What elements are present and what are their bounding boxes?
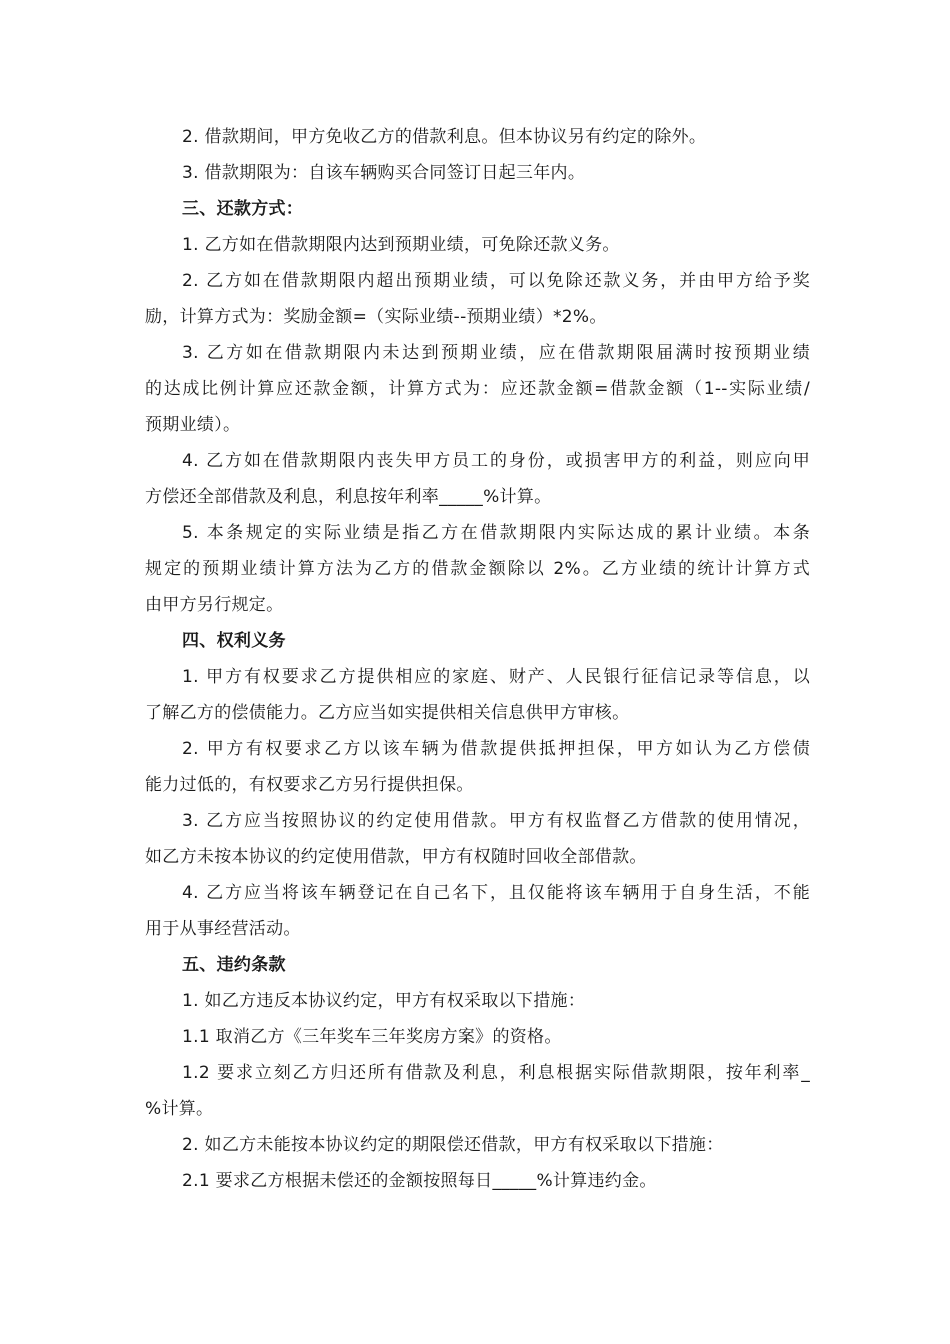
paragraph-line: 如乙方未按本协议的约定使用借款，甲方有权随时回收全部借款。 (145, 847, 647, 867)
paragraph-line: 1. 甲方有权要求乙方提供相应的家庭、财产、人民银行征信记录等信息，以 (182, 667, 810, 687)
section-heading: 三、还款方式： (182, 199, 304, 219)
document-body (145, 119, 810, 1199)
paragraph-line: 用于从事经营活动。 (145, 919, 301, 939)
paragraph-line: 1.1 取消乙方《三年奖车三年奖房方案》的资格。 (182, 1027, 562, 1047)
paragraph-line: 2. 甲方有权要求乙方以该车辆为借款提供抵押担保，甲方如认为乙方偿债 (182, 739, 810, 759)
paragraph-line: %计算。 (145, 1099, 214, 1119)
paragraph-line: 由甲方另行规定。 (145, 595, 284, 615)
paragraph-line: 的达成比例计算应还款金额，计算方式为：应还款金额=借款金额（1--实际业绩/ (145, 379, 810, 399)
paragraph-line: 2.1 要求乙方根据未偿还的金额按照每日_____%计算违约金。 (182, 1171, 657, 1191)
paragraph-line: 1. 乙方如在借款期限内达到预期业绩，可免除还款义务。 (182, 235, 620, 255)
paragraph-line: 方偿还全部借款及利息，利息按年利率_____%计算。 (145, 487, 552, 507)
paragraph-line: 规定的预期业绩计算方法为乙方的借款金额除以 2%。乙方业绩的统计计算方式 (145, 559, 810, 579)
paragraph-line: 2. 借款期间，甲方免收乙方的借款利息。但本协议另有约定的除外。 (182, 127, 707, 147)
paragraph-line: 4. 乙方如在借款期限内丧失甲方员工的身份，或损害甲方的利益，则应向甲 (182, 451, 810, 471)
paragraph-line: 1.2 要求立刻乙方归还所有借款及利息，利息根据实际借款期限，按年利率_ (182, 1063, 810, 1083)
paragraph-line: 3. 乙方如在借款期限内未达到预期业绩，应在借款期限届满时按预期业绩 (182, 343, 810, 363)
paragraph-line: 1. 如乙方违反本协议约定，甲方有权采取以下措施： (182, 991, 586, 1011)
paragraph-line: 3. 借款期限为：自该车辆购买合同签订日起三年内。 (182, 163, 586, 183)
paragraph-line: 了解乙方的偿债能力。乙方应当如实提供相关信息供甲方审核。 (145, 703, 630, 723)
paragraph-line: 3. 乙方应当按照协议的约定使用借款。甲方有权监督乙方借款的使用情况， (182, 811, 810, 831)
paragraph-line: 5. 本条规定的实际业绩是指乙方在借款期限内实际达成的累计业绩。本条 (182, 523, 810, 543)
section-heading: 五、违约条款 (182, 955, 286, 975)
paragraph-line: 预期业绩）。 (145, 415, 241, 435)
paragraph-line: 2. 乙方如在借款期限内超出预期业绩，可以免除还款义务，并由甲方给予奖 (182, 271, 810, 291)
section-heading: 四、权利义务 (182, 631, 286, 651)
paragraph-line: 能力过低的，有权要求乙方另行提供担保。 (145, 775, 474, 795)
paragraph-line: 4. 乙方应当将该车辆登记在自己名下，且仅能将该车辆用于自身生活，不能 (182, 883, 810, 903)
paragraph-line: 2. 如乙方未能按本协议约定的期限偿还借款，甲方有权采取以下措施： (182, 1135, 724, 1155)
paragraph-line: 励，计算方式为：奖励金额=（实际业绩--预期业绩）*2%。 (145, 307, 607, 327)
